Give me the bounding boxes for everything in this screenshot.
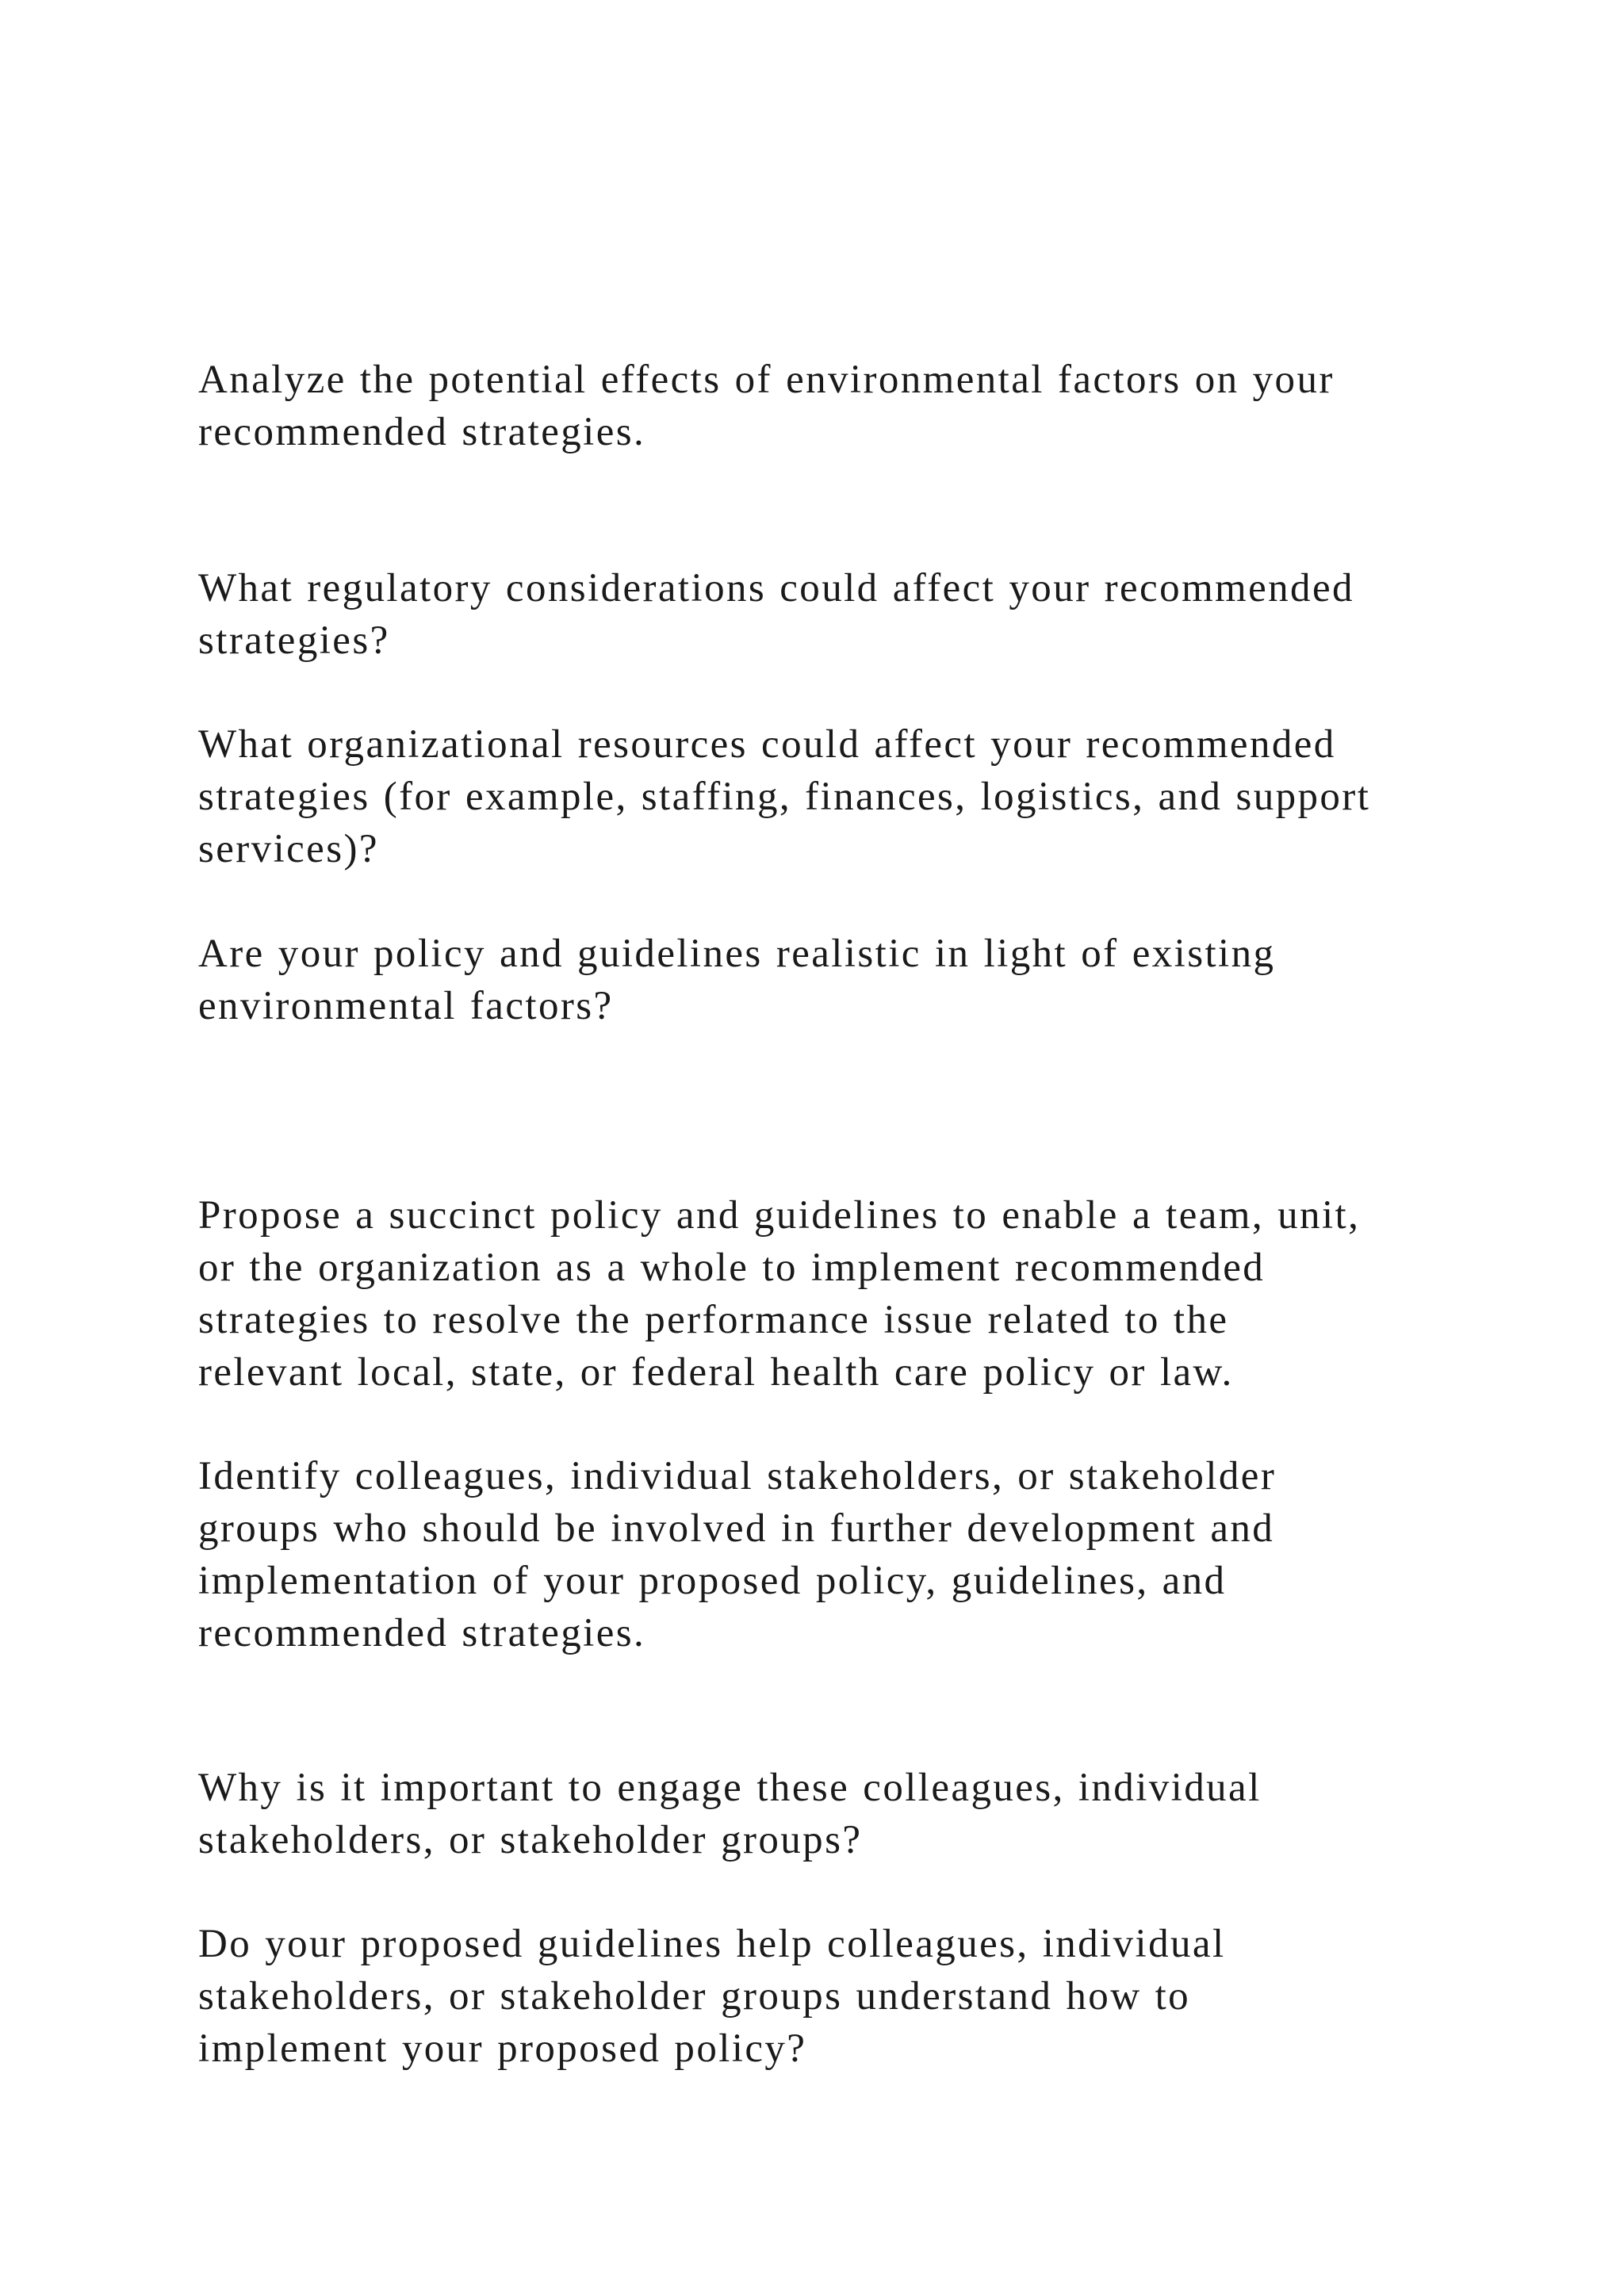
- text-line: strategies?: [198, 618, 390, 663]
- paragraph-propose-policy: [198, 1189, 1546, 1399]
- text-line: Are your policy and guidelines realistic in light of existing: [198, 932, 1276, 976]
- text-line: strategies (for example, staffing, finances, logistics, and support: [198, 775, 1371, 819]
- paragraph-identify-stakeholders: [198, 1450, 1546, 1659]
- text-line: strategies to resolve the performance issue related to the: [198, 1298, 1229, 1342]
- text-line: recommended strategies.: [198, 410, 646, 454]
- text-line: Propose a succinct policy and guidelines to enable a team, unit,: [198, 1193, 1361, 1238]
- text-line: implement your proposed policy?: [198, 2026, 807, 2071]
- text-line: implementation of your proposed policy, guidelines, and: [198, 1559, 1227, 1603]
- paragraph-regulatory-considerations: [198, 562, 1546, 667]
- text-line: or the organization as a whole to implement recommended: [198, 1246, 1266, 1290]
- text-line: stakeholders, or stakeholder groups understand how to: [198, 1974, 1191, 2019]
- text-line: What organizational resources could affect your recommended: [198, 722, 1336, 767]
- text-line: What regulatory considerations could affect your recommended: [198, 566, 1354, 610]
- paragraph-organizational-resources: [198, 718, 1546, 875]
- text-line: stakeholders, or stakeholder groups?: [198, 1818, 863, 1862]
- text-line: Identify colleagues, individual stakeholders, or stakeholder: [198, 1454, 1277, 1498]
- text-line: services)?: [198, 827, 379, 871]
- text-line: Do your proposed guidelines help colleagues, individual: [198, 1922, 1226, 1966]
- text-line: environmental factors?: [198, 984, 614, 1028]
- paragraph-guidelines-help: [198, 1918, 1546, 2075]
- text-line: groups who should be involved in further development and: [198, 1506, 1275, 1551]
- text-line: relevant local, state, or federal health care policy or law.: [198, 1350, 1234, 1395]
- text-line: Why is it important to engage these colleagues, individual: [198, 1766, 1262, 1810]
- paragraph-environmental-factors: [198, 354, 1546, 458]
- paragraph-policy-realistic: [198, 928, 1546, 1032]
- text-line: Analyze the potential effects of environmental factors on your: [198, 358, 1335, 402]
- paragraph-engage-stakeholders: [198, 1762, 1546, 1866]
- text-line: recommended strategies.: [198, 1611, 646, 1655]
